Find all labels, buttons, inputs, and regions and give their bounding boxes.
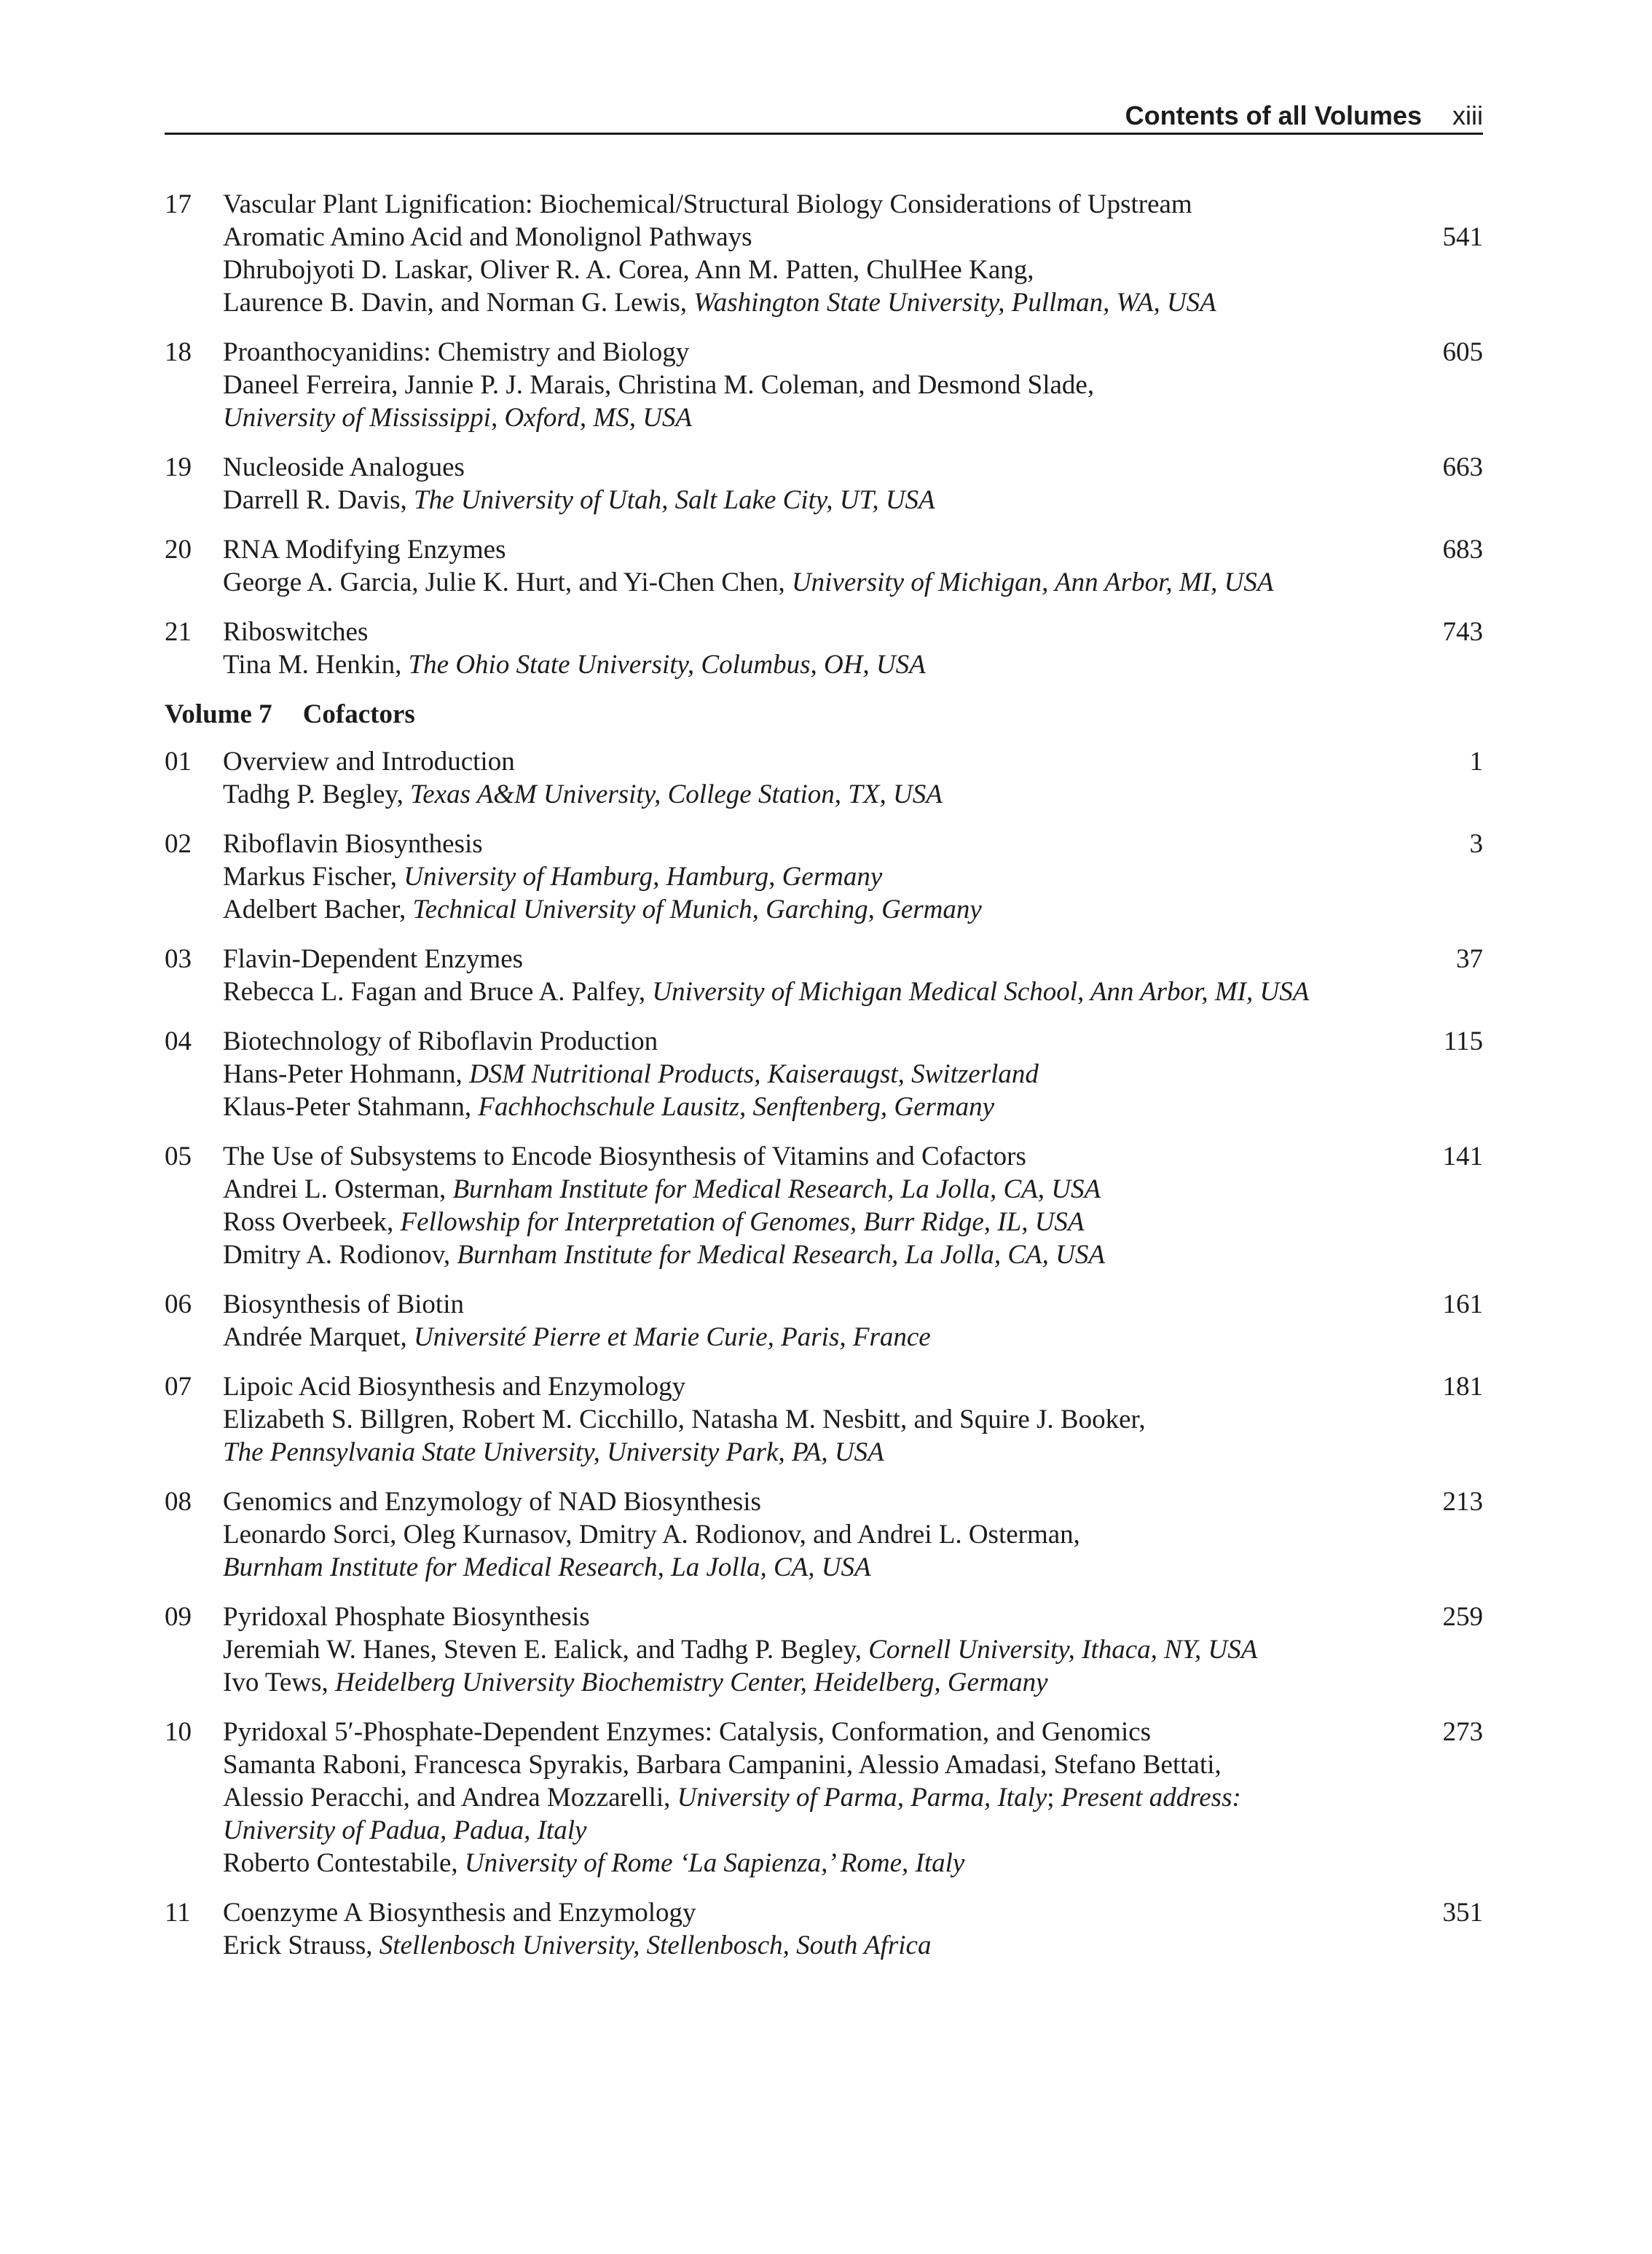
page-number: 213 bbox=[1442, 1487, 1483, 1517]
author-names: Dmitry A. Rodionov, bbox=[223, 1240, 451, 1270]
chapter-number: 03 bbox=[165, 944, 192, 974]
entry-body bbox=[223, 745, 1403, 811]
author-names: Rebecca L. Fagan and Bruce A. Palfey, bbox=[223, 977, 646, 1007]
author-line bbox=[223, 893, 1403, 926]
author-line bbox=[223, 1814, 1403, 1847]
author-line bbox=[223, 860, 1403, 893]
author-names: Ivo Tews, bbox=[223, 1668, 329, 1697]
affiliation: Fachhochschule Lausitz, Senftenberg, Germany bbox=[478, 1092, 995, 1122]
author-names: Leonardo Sorci, Oleg Kurnasov, Dmitry A. Rodionov, and Andrei L. Osterman, bbox=[223, 1520, 1080, 1550]
toc-entry bbox=[165, 1485, 1483, 1584]
affiliation: University of Rome ‘La Sapienza,’ Rome, Italy bbox=[464, 1848, 965, 1878]
entry-body bbox=[223, 451, 1403, 517]
affiliation: Technical University of Munich, Garching, Germany bbox=[412, 895, 982, 924]
toc-entry bbox=[165, 1896, 1483, 1962]
chapter-title-line: Coenzyme A Biosynthesis and Enzymology bbox=[223, 1898, 696, 1928]
chapter-title-line: Overview and Introduction bbox=[223, 747, 515, 777]
toc-entry bbox=[165, 1716, 1483, 1880]
affiliation: DSM Nutritional Products, Kaiseraugst, Switzerland bbox=[469, 1059, 1039, 1089]
author-line bbox=[223, 1058, 1403, 1091]
affiliation: University of Mississippi, Oxford, MS, USA bbox=[223, 403, 693, 433]
author-line bbox=[223, 1238, 1403, 1271]
chapter-number: 02 bbox=[165, 829, 192, 859]
author-names: Laurence B. Davin, and Norman G. Lewis, bbox=[223, 288, 688, 318]
page-number: 351 bbox=[1442, 1898, 1483, 1928]
affiliation: University of Parma, Parma, Italy bbox=[677, 1783, 1047, 1813]
chapter-number: 05 bbox=[165, 1142, 192, 1171]
author-line bbox=[223, 1847, 1403, 1880]
volume-heading bbox=[165, 698, 1483, 731]
author-names: Erick Strauss, bbox=[223, 1931, 373, 1960]
toc-entry bbox=[165, 1601, 1483, 1699]
author-names: Samanta Raboni, Francesca Spyrakis, Barbara Campanini, Alessio Amadasi, Stefano Bettati, bbox=[223, 1750, 1222, 1780]
chapter-title-line: Pyridoxal Phosphate Biosynthesis bbox=[223, 1602, 590, 1632]
affiliation: Burnham Institute for Medical Research, La Jolla, CA, USA bbox=[223, 1552, 871, 1582]
author-line bbox=[223, 648, 1403, 681]
chapter-title-line: Vascular Plant Lignification: Biochemical/Structural Biology Considerations of Upstream bbox=[223, 189, 1192, 219]
volume-label: Volume 7 bbox=[165, 699, 272, 729]
chapter-title-line: Riboswitches bbox=[223, 617, 369, 647]
toc-entry bbox=[165, 451, 1483, 517]
affiliation: The Pennsylvania State University, University Park, PA, USA bbox=[223, 1437, 884, 1467]
chapter-title-line: The Use of Subsystems to Encode Biosynthesis of Vitamins and Cofactors bbox=[223, 1142, 1026, 1171]
header-page-number: xiii bbox=[1452, 101, 1483, 130]
table-of-contents bbox=[165, 188, 1483, 1979]
author-names: Alessio Peracchi, and Andrea Mozzarelli, bbox=[223, 1783, 671, 1813]
author-line bbox=[223, 1929, 1403, 1962]
chapter-number: 18 bbox=[165, 337, 192, 367]
chapter-number: 04 bbox=[165, 1026, 192, 1056]
author-names: Elizabeth S. Billgren, Robert M. Cicchillo, Natasha M. Nesbitt, and Squire J. Booker, bbox=[223, 1405, 1146, 1434]
affiliation: Stellenbosch University, Stellenbosch, South Africa bbox=[379, 1931, 932, 1960]
entry-body bbox=[223, 336, 1403, 434]
author-line bbox=[223, 1206, 1403, 1238]
affiliation: Burnham Institute for Medical Research, La Jolla, CA, USA bbox=[452, 1174, 1101, 1204]
author-names: Andrée Marquet, bbox=[223, 1322, 407, 1352]
author-line bbox=[223, 1403, 1403, 1436]
author-line bbox=[223, 778, 1403, 811]
entry-body bbox=[223, 616, 1403, 681]
author-line bbox=[223, 254, 1403, 286]
entry-body bbox=[223, 1896, 1403, 1962]
entry-body bbox=[223, 188, 1403, 319]
header-title: Contents of all Volumes bbox=[1125, 101, 1422, 130]
author-line bbox=[223, 1748, 1403, 1781]
page-number: 181 bbox=[1442, 1372, 1483, 1402]
author-names: Roberto Contestabile, bbox=[223, 1848, 458, 1878]
page-number: 3 bbox=[1469, 829, 1483, 859]
chapter-title-line: Genomics and Enzymology of NAD Biosynthesis bbox=[223, 1487, 761, 1517]
affiliation: Washington State University, Pullman, WA, USA bbox=[693, 288, 1216, 318]
toc-entry bbox=[165, 336, 1483, 434]
author-names: Andrei L. Osterman, bbox=[223, 1174, 447, 1204]
entry-body bbox=[223, 828, 1403, 926]
author-names: Klaus-Peter Stahmann, bbox=[223, 1092, 472, 1122]
toc-entry bbox=[165, 828, 1483, 926]
author-line bbox=[223, 401, 1403, 434]
author-names: Markus Fischer, bbox=[223, 862, 397, 892]
affiliation: University of Michigan Medical School, Ann Arbor, MI, USA bbox=[652, 977, 1310, 1007]
chapter-number: 17 bbox=[165, 189, 192, 219]
chapter-title-line: RNA Modifying Enzymes bbox=[223, 535, 506, 565]
chapter-number: 20 bbox=[165, 535, 192, 565]
chapter-title-line: Aromatic Amino Acid and Monolignol Pathways bbox=[223, 222, 752, 252]
page-number: 605 bbox=[1442, 337, 1483, 367]
author-line bbox=[223, 1666, 1403, 1699]
toc-entry bbox=[165, 616, 1483, 681]
entry-body bbox=[223, 943, 1403, 1008]
author-names: George A. Garcia, Julie K. Hurt, and Yi-Chen Chen, bbox=[223, 568, 785, 597]
author-names: Tina M. Henkin, bbox=[223, 650, 402, 680]
author-line bbox=[223, 975, 1403, 1008]
entry-body bbox=[223, 1140, 1403, 1271]
chapter-list-volume-6 bbox=[165, 188, 1483, 681]
toc-entry bbox=[165, 1140, 1483, 1271]
chapter-title-line: Biosynthesis of Biotin bbox=[223, 1289, 464, 1319]
affiliation: Fellowship for Interpretation of Genomes, Burr Ridge, IL, USA bbox=[400, 1207, 1085, 1237]
author-line bbox=[223, 1436, 1403, 1469]
toc-entry bbox=[165, 1370, 1483, 1469]
entry-body bbox=[223, 1716, 1403, 1880]
page-number: 1 bbox=[1469, 747, 1483, 777]
affiliation: Burnham Institute for Medical Research, La Jolla, CA, USA bbox=[457, 1240, 1105, 1270]
author-line bbox=[223, 1321, 1403, 1354]
page-number: 743 bbox=[1442, 617, 1483, 647]
toc-entry bbox=[165, 188, 1483, 319]
affiliation: Texas A&M University, College Station, TX, USA bbox=[410, 780, 943, 809]
page-number: 115 bbox=[1443, 1026, 1483, 1056]
toc-entry bbox=[165, 943, 1483, 1008]
chapter-number: 09 bbox=[165, 1602, 192, 1632]
entry-body bbox=[223, 1485, 1403, 1584]
toc-entry bbox=[165, 745, 1483, 811]
author-line bbox=[223, 566, 1403, 599]
page-number: 273 bbox=[1442, 1717, 1483, 1747]
chapter-number: 11 bbox=[165, 1898, 191, 1928]
author-line bbox=[223, 1091, 1403, 1123]
chapter-title-line: Flavin-Dependent Enzymes bbox=[223, 944, 524, 974]
toc-entry bbox=[165, 533, 1483, 599]
chapter-title-line: Lipoic Acid Biosynthesis and Enzymology bbox=[223, 1372, 686, 1402]
author-names: Daneel Ferreira, Jannie P. J. Marais, Christina M. Coleman, and Desmond Slade, bbox=[223, 370, 1095, 400]
volume-name: Cofactors bbox=[302, 699, 415, 729]
affiliation: University of Padua, Padua, Italy bbox=[223, 1815, 587, 1845]
chapter-number: 19 bbox=[165, 452, 192, 482]
affiliation-separator: ; bbox=[1047, 1783, 1055, 1813]
author-line bbox=[223, 1781, 1403, 1814]
author-line bbox=[223, 484, 1403, 517]
chapter-number: 10 bbox=[165, 1717, 192, 1747]
author-line bbox=[223, 1633, 1403, 1666]
entry-body bbox=[223, 1025, 1403, 1123]
affiliation: Université Pierre et Marie Curie, Paris, France bbox=[413, 1322, 931, 1352]
entry-body bbox=[223, 533, 1403, 599]
author-names: Ross Overbeek, bbox=[223, 1207, 394, 1237]
chapter-title-line: Proanthocyanidins: Chemistry and Biology bbox=[223, 337, 690, 367]
chapter-title-line: Pyridoxal 5′-Phosphate-Dependent Enzymes: Catalysis, Conformation, and Genomics bbox=[223, 1717, 1152, 1747]
page-number: 37 bbox=[1456, 944, 1483, 974]
affiliation: Heidelberg University Biochemistry Center, Heidelberg, Germany bbox=[334, 1668, 1048, 1697]
chapter-title-line: Riboflavin Biosynthesis bbox=[223, 829, 483, 859]
affiliation: Cornell University, Ithaca, NY, USA bbox=[868, 1635, 1258, 1665]
author-line bbox=[223, 1551, 1403, 1584]
toc-entry bbox=[165, 1288, 1483, 1354]
affiliation: University of Hamburg, Hamburg, Germany bbox=[404, 862, 883, 892]
author-names: Tadhg P. Begley, bbox=[223, 780, 404, 809]
page-number: 161 bbox=[1442, 1289, 1483, 1319]
chapter-number: 08 bbox=[165, 1487, 192, 1517]
toc-entry bbox=[165, 1025, 1483, 1123]
page-number: 541 bbox=[1442, 222, 1483, 252]
author-names: Adelbert Bacher, bbox=[223, 895, 406, 924]
author-line bbox=[223, 369, 1403, 401]
chapter-title-line: Nucleoside Analogues bbox=[223, 452, 465, 482]
author-line bbox=[223, 1173, 1403, 1206]
affiliation-note: Present address: bbox=[1061, 1783, 1241, 1813]
affiliation: University of Michigan, Ann Arbor, MI, USA bbox=[791, 568, 1274, 597]
affiliation: The University of Utah, Salt Lake City, UT, USA bbox=[414, 485, 935, 515]
page-number: 683 bbox=[1442, 535, 1483, 565]
running-header bbox=[165, 95, 1483, 135]
entry-body bbox=[223, 1288, 1403, 1354]
chapter-number: 01 bbox=[165, 747, 192, 777]
author-names: Hans-Peter Hohmann, bbox=[223, 1059, 463, 1089]
entry-body bbox=[223, 1370, 1403, 1469]
chapter-number: 21 bbox=[165, 617, 192, 647]
entry-body bbox=[223, 1601, 1403, 1699]
author-line bbox=[223, 286, 1403, 319]
chapter-title-line: Biotechnology of Riboflavin Production bbox=[223, 1026, 658, 1056]
author-names: Jeremiah W. Hanes, Steven E. Ealick, and Tadhg P. Begley, bbox=[223, 1635, 862, 1665]
page-number: 259 bbox=[1442, 1602, 1483, 1632]
page-number: 141 bbox=[1442, 1142, 1483, 1171]
chapter-number: 06 bbox=[165, 1289, 192, 1319]
chapter-number: 07 bbox=[165, 1372, 192, 1402]
chapter-list-volume-7 bbox=[165, 745, 1483, 1962]
page-number: 663 bbox=[1442, 452, 1483, 482]
affiliation: The Ohio State University, Columbus, OH, USA bbox=[408, 650, 926, 680]
author-line bbox=[223, 1518, 1403, 1551]
author-names: Darrell R. Davis, bbox=[223, 485, 407, 515]
author-names: Dhrubojyoti D. Laskar, Oliver R. A. Corea, Ann M. Patten, ChulHee Kang, bbox=[223, 255, 1034, 285]
